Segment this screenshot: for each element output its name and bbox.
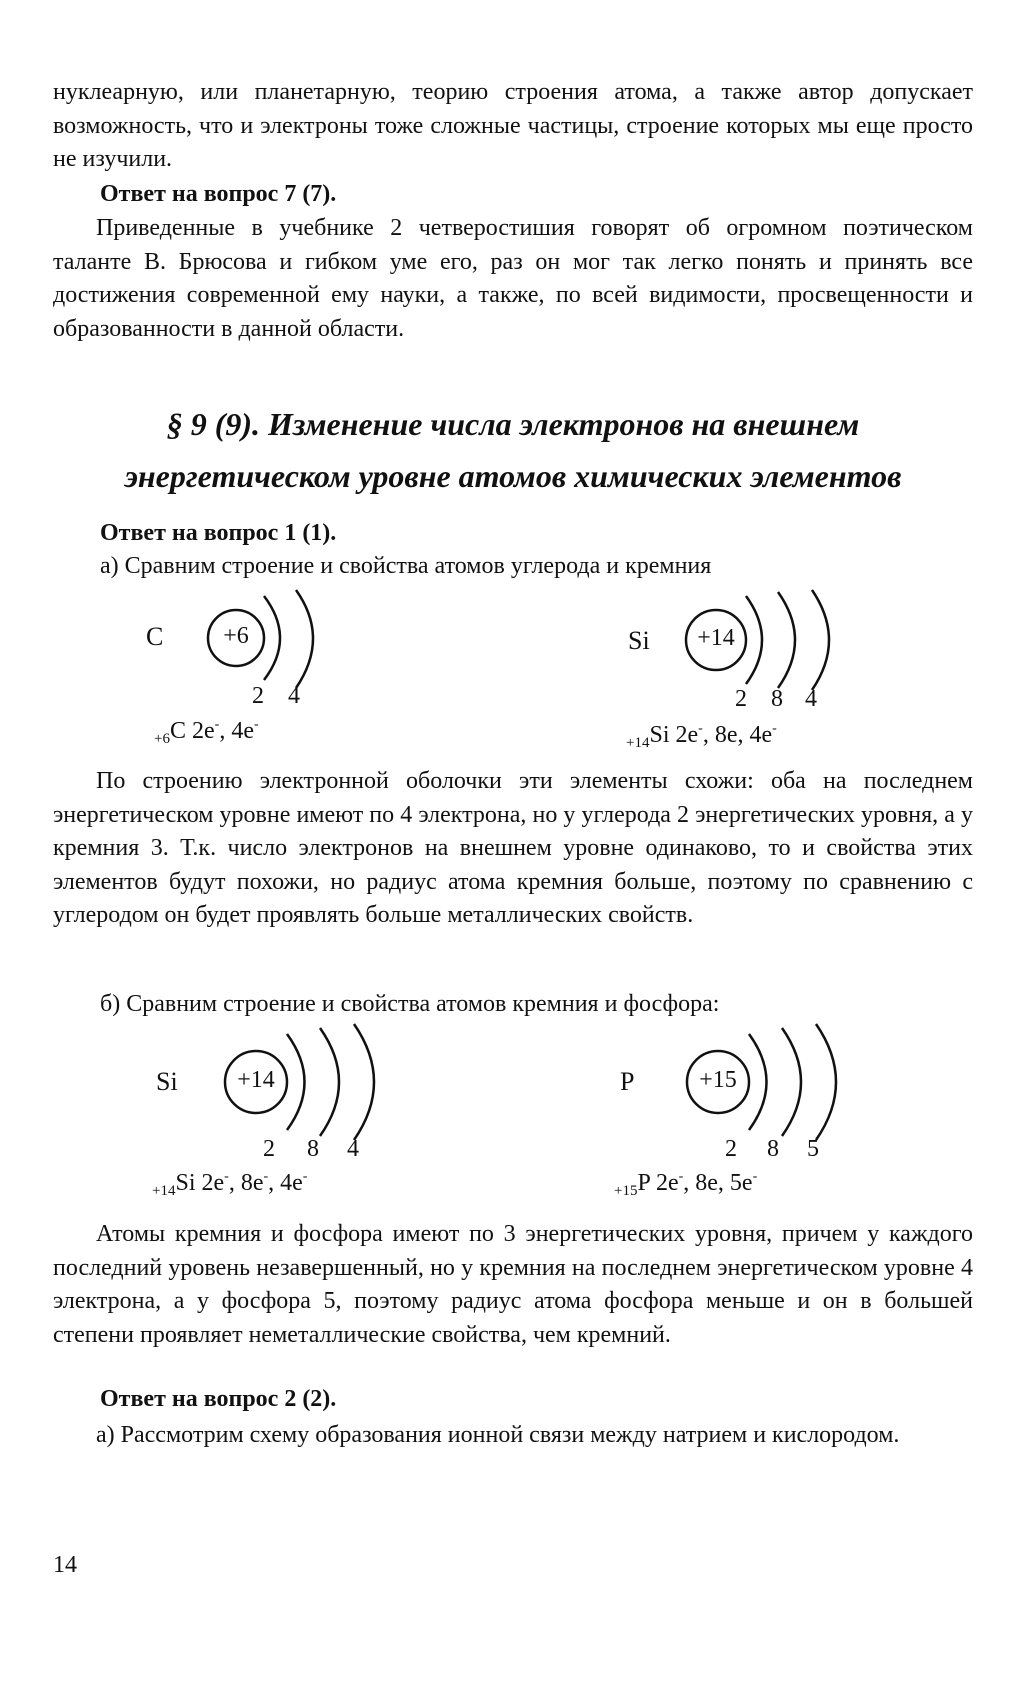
page-number: 14 bbox=[53, 1552, 77, 1578]
silicon-a-formula-part: 8e bbox=[714, 722, 738, 748]
silicon-b-formula-sup: - bbox=[224, 1169, 229, 1184]
carbon-shell-1 bbox=[264, 596, 280, 680]
part-a-conclusion: По строению электронной оболочки эти элементы схожи: оба на последнем энергетическом уровне имеют по 4 электрона, но у углерода 2 энергетических уровня, а у кремния 3. Т.к. число электронов на внешнем уровне одинаково, то и свойства этих элементов будут похожи, но радиус атома кремния больше, поэтому по сравнению с углеродом он будет проявлять больше металлических свойств. bbox=[53, 768, 973, 928]
answer-2-text: а) Рассмотрим схему образования ионной связи между натрием и кислородом. bbox=[96, 1422, 900, 1448]
phosphorus-shell-count-3: 5 bbox=[807, 1136, 819, 1162]
silicon-a-shell-2 bbox=[778, 592, 795, 688]
phosphorus-nucleus-charge: +15 bbox=[699, 1067, 737, 1093]
silicon-a-electron-formula bbox=[626, 722, 777, 749]
carbon-shell-count-2: 4 bbox=[288, 683, 300, 709]
phosphorus-shell-3 bbox=[816, 1024, 836, 1140]
answer-1-heading: Ответ на вопрос 1 (1). bbox=[100, 520, 337, 546]
silicon-b-formula-sep: , bbox=[268, 1170, 281, 1196]
answer-7-text: Приведенные в учебнике 2 четверостишия говорят об огромном поэтическом таланте В. Брюсова и гибком уме его, раз он мог так легко понять и принять все достижения современной ему науки, а также, по всей видимости, просвещенности и образованности в данной области. bbox=[53, 215, 973, 342]
phosphorus-shell-count-1: 2 bbox=[725, 1136, 737, 1162]
silicon-a-formula-sep: , bbox=[702, 722, 715, 748]
silicon-b-formula-symbol: Si bbox=[175, 1170, 196, 1196]
phosphorus-formula-sup: - bbox=[752, 1169, 758, 1184]
silicon-a-shell-count-1: 2 bbox=[735, 686, 747, 712]
phosphorus-electron-formula bbox=[614, 1170, 757, 1197]
silicon-b-shell-2 bbox=[320, 1028, 339, 1136]
answer-2-heading: Ответ на вопрос 2 (2). bbox=[100, 1386, 337, 1412]
silicon-b-formula-part: 8e bbox=[240, 1170, 264, 1196]
phosphorus-formula-part: 5e bbox=[729, 1170, 753, 1196]
carbon-formula-sep: , bbox=[219, 718, 232, 744]
silicon-a-formula-part: 2e bbox=[675, 722, 699, 748]
carbon-nucleus-charge: +6 bbox=[223, 623, 249, 649]
section-title: § 9 (9). Изменение числа электронов на внешнем энергетическом уровне атомов химических элементов bbox=[124, 406, 902, 494]
phosphorus-formula-sep: , bbox=[717, 1170, 730, 1196]
carbon-formula-symbol: C bbox=[169, 718, 186, 744]
silicon-b-shell-1 bbox=[287, 1034, 305, 1130]
silicon-b-shell-count-1: 2 bbox=[263, 1136, 275, 1162]
silicon-b-shell-3 bbox=[354, 1024, 374, 1140]
silicon-a-shell-count-2: 8 bbox=[771, 686, 783, 712]
phosphorus-shells-graphic bbox=[620, 1032, 880, 1152]
silicon-b-shell-count-3: 4 bbox=[347, 1136, 359, 1162]
phosphorus-formula-symbol: P bbox=[637, 1170, 650, 1196]
carbon-formula-sup: - bbox=[214, 717, 220, 732]
carbon-electron-formula bbox=[154, 718, 259, 745]
carbon-symbol: C bbox=[146, 622, 164, 651]
silicon-b-formula-part: 4e bbox=[280, 1170, 303, 1196]
part-b-line: б) Сравним строение и свойства атомов кремния и фосфора: bbox=[100, 991, 720, 1017]
silicon-a-shell-3 bbox=[812, 590, 829, 690]
carbon-formula-sup: - bbox=[253, 717, 259, 732]
phosphorus-formula-part: 2e bbox=[655, 1170, 679, 1196]
silicon-b-formula-sep: , bbox=[228, 1170, 241, 1196]
carbon-formula-part: 2e bbox=[191, 718, 215, 744]
answer-7-heading: Ответ на вопрос 7 (7). bbox=[100, 181, 337, 207]
silicon-b-formula-z: +14 bbox=[152, 1183, 176, 1199]
silicon-a-formula-symbol: Si bbox=[649, 722, 670, 748]
silicon-b-formula-part: 2e bbox=[201, 1170, 225, 1196]
silicon-a-formula-sup: - bbox=[698, 721, 703, 736]
carbon-shell-count-1: 2 bbox=[252, 683, 264, 709]
silicon-a-shell-1 bbox=[746, 596, 762, 684]
carbon-shell-2 bbox=[296, 590, 313, 688]
phosphorus-shell-count-2: 8 bbox=[767, 1136, 779, 1162]
silicon-b-electron-formula bbox=[152, 1170, 307, 1197]
part-a-line: а) Сравним строение и свойства атомов углерода и кремния bbox=[100, 553, 712, 579]
phosphorus-shell-1 bbox=[749, 1034, 767, 1130]
phosphorus-formula-sup: - bbox=[678, 1169, 684, 1184]
silicon-a-shell-count-3: 4 bbox=[805, 686, 817, 712]
silicon-b-shell-count-2: 8 bbox=[307, 1136, 319, 1162]
phosphorus-symbol: P bbox=[620, 1067, 635, 1096]
phosphorus-shell-2 bbox=[782, 1028, 801, 1136]
phosphorus-formula-sep: , bbox=[683, 1170, 696, 1196]
silicon-b-formula-sup: - bbox=[263, 1169, 269, 1184]
silicon-a-formula-z: +14 bbox=[626, 735, 650, 751]
phosphorus-formula-part: 8e bbox=[695, 1170, 718, 1196]
carbon-formula-z: +6 bbox=[154, 731, 170, 747]
intro-paragraph: нуклеарную, или планетарную, теорию строения атома, а также автор допускает возможность, что и электроны тоже сложные частицы, строение которых мы еще просто не изучили. bbox=[53, 79, 973, 172]
silicon-b-symbol: Si bbox=[156, 1067, 178, 1096]
silicon-a-nucleus-charge: +14 bbox=[697, 625, 735, 651]
carbon-formula-part: 4e bbox=[231, 718, 254, 744]
silicon-a-symbol: Si bbox=[628, 626, 650, 655]
silicon-a-formula-part: 4e bbox=[749, 722, 773, 748]
silicon-a-shells-graphic bbox=[630, 588, 870, 698]
silicon-b-nucleus-charge: +14 bbox=[237, 1067, 275, 1093]
phosphorus-formula-z: +15 bbox=[614, 1183, 638, 1199]
part-b-conclusion: Атомы кремния и фосфора имеют по 3 энергетических уровня, причем у каждого последний уровень незавершенный, но у кремния на последнем энергетическом уровне 4 электрона, а у фосфора 5, поэтому радиус атома фосфора меньше и он в большей степени проявляет неметаллические свойства, чем кремний. bbox=[53, 1221, 973, 1348]
silicon-a-formula-sep: , bbox=[737, 722, 750, 748]
silicon-a-formula-sup: - bbox=[772, 721, 777, 736]
silicon-b-formula-sup: - bbox=[302, 1169, 308, 1184]
